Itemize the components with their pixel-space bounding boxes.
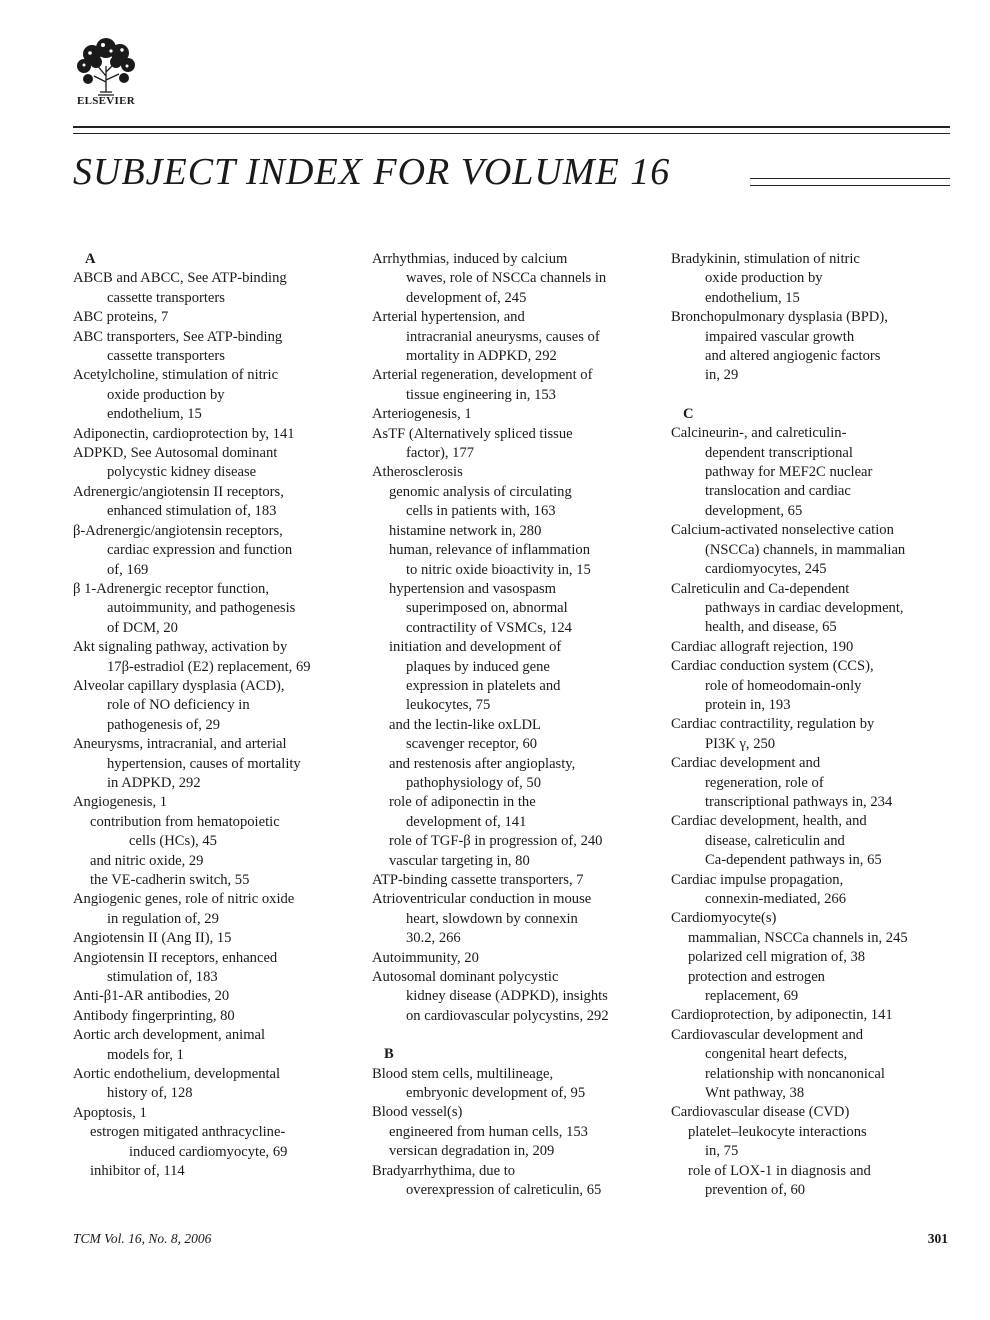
index-entry-continuation: in regulation of, 29 xyxy=(107,910,219,927)
index-entry: Anti-β1-AR antibodies, 20 xyxy=(73,988,230,1005)
index-entry-continuation: pathophysiology of, 50 xyxy=(406,774,541,791)
index-subentry: engineered from human cells, 153 xyxy=(389,1123,588,1140)
index-entry: β-Adrenergic/angiotensin receptors, xyxy=(73,522,283,539)
index-entry-continuation: in ADPKD, 292 xyxy=(107,774,201,791)
index-entry: ABC proteins, 7 xyxy=(73,309,169,326)
journal-citation: TCM Vol. 16, No. 8, 2006 xyxy=(73,1231,212,1246)
index-entry: Angiogenic genes, role of nitric oxide xyxy=(73,891,295,908)
index-entry: Aortic endothelium, developmental xyxy=(73,1066,281,1083)
index-entry-continuation: tissue engineering in, 153 xyxy=(406,386,556,403)
index-entry-continuation: regeneration, role of xyxy=(705,774,824,791)
index-entry-continuation: development of, 141 xyxy=(406,813,527,830)
index-entry-continuation: factor), 177 xyxy=(406,445,475,462)
index-entry: Blood stem cells, multilineage, xyxy=(372,1065,554,1082)
index-entry: Calcineurin-, and calreticulin- xyxy=(671,425,847,442)
index-entry-continuation: of DCM, 20 xyxy=(107,619,178,636)
index-entry-continuation: cardiomyocytes, 245 xyxy=(705,561,827,578)
index-subentry: polarized cell migration of, 38 xyxy=(688,949,866,966)
index-entry: Cardiac impulse propagation, xyxy=(671,871,844,888)
index-entry: Bronchopulmonary dysplasia (BPD), xyxy=(671,309,888,326)
index-entry-continuation: cardiac expression and function xyxy=(107,542,293,559)
index-subentry: role of adiponectin in the xyxy=(389,794,536,811)
index-entry-continuation: Wnt pathway, 38 xyxy=(705,1085,805,1102)
index-entry-continuation: oxide production by xyxy=(107,386,225,403)
index-entry: Adrenergic/angiotensin II receptors, xyxy=(73,483,284,500)
index-entry-continuation: disease, calreticulin and xyxy=(705,832,845,849)
index-entry-continuation: stimulation of, 183 xyxy=(107,969,218,986)
index-entry: Autosomal dominant polycystic xyxy=(372,969,559,986)
index-entry: Arteriogenesis, 1 xyxy=(372,406,472,423)
index-subentry: protection and estrogen xyxy=(688,968,825,985)
index-entry-continuation: polycystic kidney disease xyxy=(107,464,257,481)
header-rule xyxy=(73,126,950,128)
index-entry-continuation: protein in, 193 xyxy=(705,696,791,713)
index-entry: Arterial regeneration, development of xyxy=(372,367,593,384)
index-entry-continuation: embryonic development of, 95 xyxy=(406,1085,586,1102)
index-entry-continuation: impaired vascular growth xyxy=(705,328,855,345)
index-entry-continuation: role of homeodomain-only xyxy=(705,677,862,694)
page-title: SUBJECT INDEX FOR VOLUME 16 xyxy=(73,151,671,193)
index-column-2 xyxy=(372,250,647,1201)
index-entry: Apoptosis, 1 xyxy=(73,1104,147,1121)
index-subentry: platelet–leukocyte interactions xyxy=(688,1123,867,1140)
index-entry-continuation: pathways in cardiac development, xyxy=(705,599,904,616)
index-entry-continuation: development, 65 xyxy=(705,502,803,519)
index-subentry: role of TGF-β in progression of, 240 xyxy=(389,833,603,850)
index-subentry: mammalian, NSCCa channels in, 245 xyxy=(688,929,908,946)
index-subentry: genomic analysis of circulating xyxy=(389,483,572,500)
index-entry: Cardioprotection, by adiponectin, 141 xyxy=(671,1007,893,1024)
index-subentry: the VE-cadherin switch, 55 xyxy=(90,872,250,888)
index-entry-continuation: overexpression of calreticulin, 65 xyxy=(406,1182,602,1199)
index-entry-continuation: history of, 128 xyxy=(107,1085,193,1102)
index-entry: AsTF (Alternatively spliced tissue xyxy=(372,425,573,442)
index-entry-continuation: 17β-estradiol (E2) replacement, 69 xyxy=(107,658,311,675)
index-subentry: initiation and development of xyxy=(389,639,562,656)
index-entry: Aortic arch development, animal xyxy=(73,1027,266,1044)
index-entry-continuation: dependent transcriptional xyxy=(705,444,853,461)
index-entry: Blood vessel(s) xyxy=(372,1104,463,1121)
index-entry-continuation: autoimmunity, and pathogenesis xyxy=(107,600,296,617)
index-entry-continuation: expression in platelets and xyxy=(406,677,561,694)
index-entry-continuation: pathogenesis of, 29 xyxy=(107,716,221,733)
index-entry-continuation: PI3K γ, 250 xyxy=(705,735,776,752)
index-entry-continuation: prevention of, 60 xyxy=(705,1182,806,1199)
index-section-letter: A xyxy=(85,251,96,267)
index-entry-continuation: hypertension, causes of mortality xyxy=(107,755,301,772)
index-entry-continuation: waves, role of NSCCa channels in xyxy=(406,270,607,287)
index-entry-continuation: intracranial aneurysms, causes of xyxy=(406,328,600,345)
index-entry-continuation: in, 29 xyxy=(705,367,739,384)
index-subentry: contribution from hematopoietic xyxy=(90,813,280,830)
index-entry-continuation: congenital heart defects, xyxy=(705,1046,848,1063)
index-entry-continuation: oxide production by xyxy=(705,270,823,287)
index-subentry: vascular targeting in, 80 xyxy=(389,852,530,869)
title-rule-lower xyxy=(750,185,950,186)
index-entry: Bradyarrhythima, due to xyxy=(372,1162,516,1179)
index-entry-continuation: health, and disease, 65 xyxy=(705,619,837,636)
index-entry: Cardiovascular disease (CVD) xyxy=(671,1104,850,1121)
index-entry: Cardiac development, health, and xyxy=(671,813,867,830)
index-entry-continuation: superimposed on, abnormal xyxy=(406,600,568,617)
index-entry-continuation: pathway for MEF2C nuclear xyxy=(705,464,873,481)
index-entry: Cardiac allograft rejection, 190 xyxy=(671,638,854,655)
index-entry-continuation: replacement, 69 xyxy=(705,988,799,1005)
index-entry-continuation: induced cardiomyocyte, 69 xyxy=(129,1143,288,1160)
index-entry: Antibody fingerprinting, 80 xyxy=(73,1007,235,1024)
index-entry-continuation: cells (HCs), 45 xyxy=(129,833,217,850)
index-entry: Cardiac development and xyxy=(671,755,821,772)
header-rule-thin xyxy=(73,133,950,134)
index-column-3 xyxy=(671,250,946,1201)
index-entry-continuation: cassette transporters xyxy=(107,289,225,306)
index-entry-continuation: cassette transporters xyxy=(107,348,225,365)
index-entry: β 1-Adrenergic receptor function, xyxy=(73,580,269,597)
index-entry-continuation: transcriptional pathways in, 234 xyxy=(705,793,893,810)
index-entry-continuation: enhanced stimulation of, 183 xyxy=(107,503,277,520)
index-entry-continuation: models for, 1 xyxy=(107,1046,184,1063)
index-entry-continuation: scavenger receptor, 60 xyxy=(406,736,538,753)
index-entry-continuation: Ca-dependent pathways in, 65 xyxy=(705,852,882,869)
index-entry-continuation: kidney disease (ADPKD), insights xyxy=(406,988,608,1005)
index-entry-continuation: role of NO deficiency in xyxy=(107,697,250,714)
index-entry-continuation: to nitric oxide bioactivity in, 15 xyxy=(406,561,591,578)
page-number: 301 xyxy=(927,1231,948,1246)
index-entry-continuation: plaques by induced gene xyxy=(406,658,550,675)
index-subentry: estrogen mitigated anthracycline- xyxy=(90,1124,286,1141)
index-subentry: and the lectin-like oxLDL xyxy=(389,716,541,733)
index-entry: ATP-binding cassette transporters, 7 xyxy=(372,872,584,888)
index-entry: Atrioventricular conduction in mouse xyxy=(372,891,592,908)
index-subentry: inhibitor of, 114 xyxy=(90,1163,185,1180)
title-rule xyxy=(750,178,950,179)
index-entry: Autoimmunity, 20 xyxy=(372,949,479,966)
index-subentry: and nitric oxide, 29 xyxy=(90,852,204,869)
index-entry: Adiponectin, cardioprotection by, 141 xyxy=(73,425,295,442)
index-entry-continuation: leukocytes, 75 xyxy=(406,697,491,714)
index-section-letter: B xyxy=(384,1046,394,1063)
index-entry-continuation: of, 169 xyxy=(107,561,149,578)
index-entry-continuation: connexin-mediated, 266 xyxy=(705,891,847,907)
index-entry: Angiotensin II receptors, enhanced xyxy=(73,949,278,966)
index-subentry: and restenosis after angioplasty, xyxy=(389,755,576,772)
index-entry: ABCB and ABCC, See ATP-binding xyxy=(73,270,287,287)
index-entry: ADPKD, See Autosomal dominant xyxy=(73,445,278,462)
index-entry: Alveolar capillary dysplasia (ACD), xyxy=(73,677,285,694)
index-entry: Cardiovascular development and xyxy=(671,1026,864,1043)
index-entry-continuation: and altered angiogenic factors xyxy=(705,348,881,365)
index-entry-continuation: in, 75 xyxy=(705,1143,739,1160)
index-column-1 xyxy=(73,250,348,1182)
index-entry-continuation: (NSCCa) channels, in mammalian xyxy=(705,541,906,558)
index-section-letter: C xyxy=(683,405,694,422)
index-entry-continuation: heart, slowdown by connexin xyxy=(406,910,578,927)
index-entry: Cardiac conduction system (CCS), xyxy=(671,658,874,675)
publisher-wordmark: ELSEVIER xyxy=(76,95,136,107)
index-entry: Acetylcholine, stimulation of nitric xyxy=(73,367,279,384)
index-entry-continuation: 30.2, 266 xyxy=(406,930,461,947)
index-entry-continuation: contractility of VSMCs, 124 xyxy=(406,619,572,636)
index-entry: Arrhythmias, induced by calcium xyxy=(372,251,568,267)
index-entry-continuation: on cardiovascular polycystins, 292 xyxy=(406,1007,609,1024)
index-entry-continuation: relationship with noncanonical xyxy=(705,1065,885,1082)
index-subentry: role of LOX-1 in diagnosis and xyxy=(688,1162,871,1179)
index-entry: Atherosclerosis xyxy=(372,464,463,481)
index-subentry: histamine network in, 280 xyxy=(389,522,542,539)
index-entry-continuation: mortality in ADPKD, 292 xyxy=(406,348,557,365)
index-entry: Calcium-activated nonselective cation xyxy=(671,522,894,539)
index-entry: Angiotensin II (Ang II), 15 xyxy=(73,930,232,947)
index-subentry: human, relevance of inflammation xyxy=(389,542,590,559)
index-entry: Arterial hypertension, and xyxy=(372,309,525,326)
index-entry-continuation: development of, 245 xyxy=(406,289,527,306)
index-entry: Aneurysms, intracranial, and arterial xyxy=(73,736,287,753)
index-entry-continuation: translocation and cardiac xyxy=(705,483,851,500)
index-entry-continuation: endothelium, 15 xyxy=(705,289,800,306)
index-subentry: versican degradation in, 209 xyxy=(389,1143,555,1160)
index-entry-continuation: endothelium, 15 xyxy=(107,406,202,423)
index-entry: Akt signaling pathway, activation by xyxy=(73,639,288,656)
index-subentry: hypertension and vasospasm xyxy=(389,580,556,597)
index-entry: Calreticulin and Ca-dependent xyxy=(671,580,850,597)
index-entry: Bradykinin, stimulation of nitric xyxy=(671,251,860,267)
index-entry-continuation: cells in patients with, 163 xyxy=(406,503,556,520)
index-entry: Cardiomyocyte(s) xyxy=(671,910,777,927)
index-entry: ABC transporters, See ATP-binding xyxy=(73,328,283,345)
index-entry: Angiogenesis, 1 xyxy=(73,794,168,811)
index-entry: Cardiac contractility, regulation by xyxy=(671,716,875,733)
